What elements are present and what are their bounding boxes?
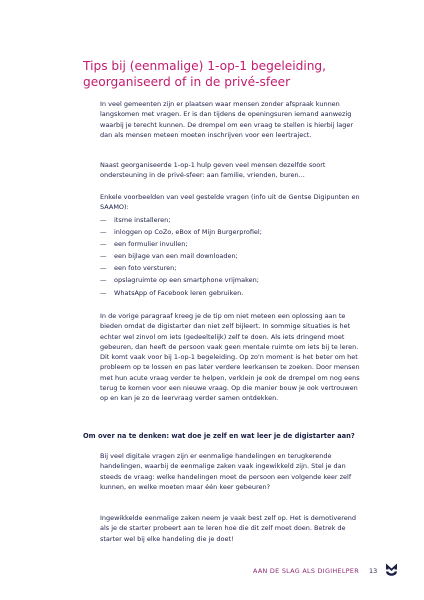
paragraph-text: Naast georganiseerde 1-op-1 hulp geven veel mensen dezelfde soort ondersteuning in de privé-sfeer: aan familie, vrienden, buren...: [100, 161, 326, 180]
list-item-text: een foto versturen;: [114, 264, 177, 273]
paragraph-text: In veel gemeenten zijn er plaatsen waar mensen zonder afspraak kunnen langskomen met vragen. Er is dan tijdens de openingsuren iemand aanwezig waarbij je terecht kunnen. De drempel om een vraag te stellen is hierbij lager dan als mensen meteen moeten inschrijven voor een leertraject.: [100, 100, 354, 139]
list-item: [100, 274, 362, 286]
list-item-text: WhatsApp of Facebook leren gebruiken.: [114, 288, 244, 297]
list-item-text: itsme installeren;: [114, 216, 171, 224]
list-item-text: opslagruimte op een smartphone vrijmaken;: [114, 276, 259, 285]
paragraph-text: Enkele voorbeelden van veel gestelde vragen (info uit de Gentse Digipunten en SAAMO):: [100, 193, 360, 212]
list-item: [100, 250, 362, 262]
page-title: Tips bij (eenmalige) 1-op-1 begeleiding, georganiseerd of in de privé-sfeer: [83, 59, 327, 89]
dash-bullet: —: [100, 228, 107, 237]
paragraph-text: In de vorige paragraaf kreeg je de tip om niet meteen een oplossing aan te bieden omdat de digistarter dan niet zelf bijleert. In sommige situaties is het echter wel zinvol om iets (gedeeltelijk) zelf te doen. Als iets dringend moet gebeuren, dan heeft de persoon vaak geen mentale ruimte om iets bij te leren. Dit komt vaak voor bij 1-op-1 begeleiding. Op zo'n moment is het beter om het probleem op te lossen en pas later verdere leerkansen te zoeken. Door mensen met hun acute vraag verder te helpen, verklein je ook de drempel om nog eens terug te komen voor een nieuwe vraag. Op die manier bouw je ook vertrouwen op en kan je zo de leervraag verder samen ontdekken.: [100, 312, 360, 403]
list-item: [100, 262, 362, 274]
mediawijs-logo-icon: [385, 562, 398, 577]
list-item-text: inloggen op CoZo, eBox of Mijn Burgerprofiel;: [114, 228, 262, 237]
dash-bullet: —: [100, 240, 107, 249]
paragraph-text: Ingewikkelde eenmalige zaken neem je vaak best zelf op. Het is demotiverend als je de starter probeert aan te leren hoe die dit zelf moet doen. Betrek de starter wel bij elke handeling die je doet!: [100, 514, 357, 543]
dash-bullet: —: [100, 216, 107, 224]
paragraph-complex-tasks: [100, 513, 362, 544]
paragraph-tip: [100, 311, 362, 404]
dash-bullet: —: [100, 288, 107, 297]
paragraph-examples-intro: [100, 192, 362, 213]
list-item: [100, 214, 362, 226]
list-item-text: een bijlage van een mail downloaden;: [114, 252, 238, 261]
list-item: [100, 287, 362, 299]
dash-bullet: —: [100, 276, 107, 285]
paragraph-one-time-actions: [100, 451, 362, 492]
footer-label: AAN DE SLAG ALS DIGIHELPER: [253, 567, 359, 575]
paragraph-intro-private: [100, 160, 362, 181]
page-number: 13: [369, 567, 378, 575]
list-item-text: een formulier invullen;: [114, 240, 188, 249]
list-item: [100, 238, 362, 250]
dash-bullet: —: [100, 252, 107, 261]
dash-bullet: —: [100, 264, 107, 273]
section-heading: Om over na te denken: wat doe je zelf en wat leer je de digistarter aan?: [83, 432, 355, 440]
paragraph-text: Bij veel digitale vragen zijn er eenmalige handelingen en terugkerende handelingen, waarbij de eenmalige zaken vaak ingewikkeld zijn. Stel je dan steeds de vraag: welke handelingen moet de persoon een volgende keer zelf kunnen, en welke moeten maar één keer gebeuren?: [100, 452, 352, 491]
list-item: [100, 226, 362, 238]
example-question-list: [100, 214, 362, 299]
paragraph-intro-drop-in: [100, 99, 362, 140]
